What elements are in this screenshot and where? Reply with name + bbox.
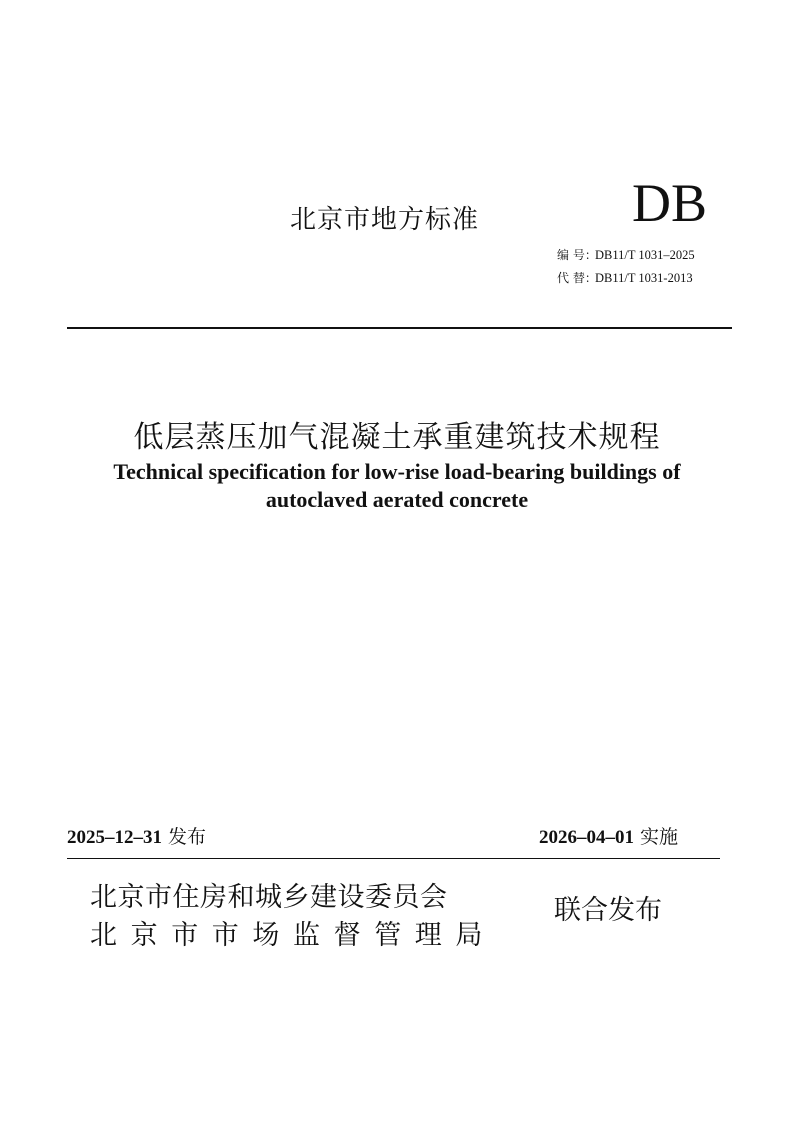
standard-type-label: 北京市地方标准 xyxy=(290,205,480,235)
top-divider xyxy=(67,327,732,329)
effective-date-value: 2026–04–01 xyxy=(539,827,634,848)
issue-date xyxy=(67,822,206,849)
effective-label: 实施 xyxy=(640,826,679,848)
standard-number-value: DB11/T 1031–2025 xyxy=(595,248,695,262)
replaces-label: 代 替： xyxy=(557,271,597,285)
replaces-number xyxy=(557,269,693,286)
title-english-line-1: Technical specification for low-rise load-bearing buildings of xyxy=(113,459,681,484)
standard-number-label: 编 号： xyxy=(557,248,597,262)
db-logo: DB xyxy=(632,173,708,233)
title-english xyxy=(0,458,794,514)
title-english-line-2: autoclaved aerated concrete xyxy=(265,487,529,512)
issuer-housing-commission: 北京市住房和城乡建设委员会 xyxy=(90,882,448,913)
effective-date xyxy=(539,822,678,849)
bottom-divider xyxy=(67,858,720,859)
standard-number xyxy=(557,246,695,263)
joint-release-label: 联合发布 xyxy=(554,895,662,926)
replaces-value: DB11/T 1031-2013 xyxy=(595,271,693,285)
issuer-market-regulation: 北京市市场监督管理局 xyxy=(90,920,496,951)
issue-label: 发布 xyxy=(168,826,207,848)
title-chinese: 低层蒸压加气混凝土承重建筑技术规程 xyxy=(133,420,661,455)
issue-date-value: 2025–12–31 xyxy=(67,827,162,848)
